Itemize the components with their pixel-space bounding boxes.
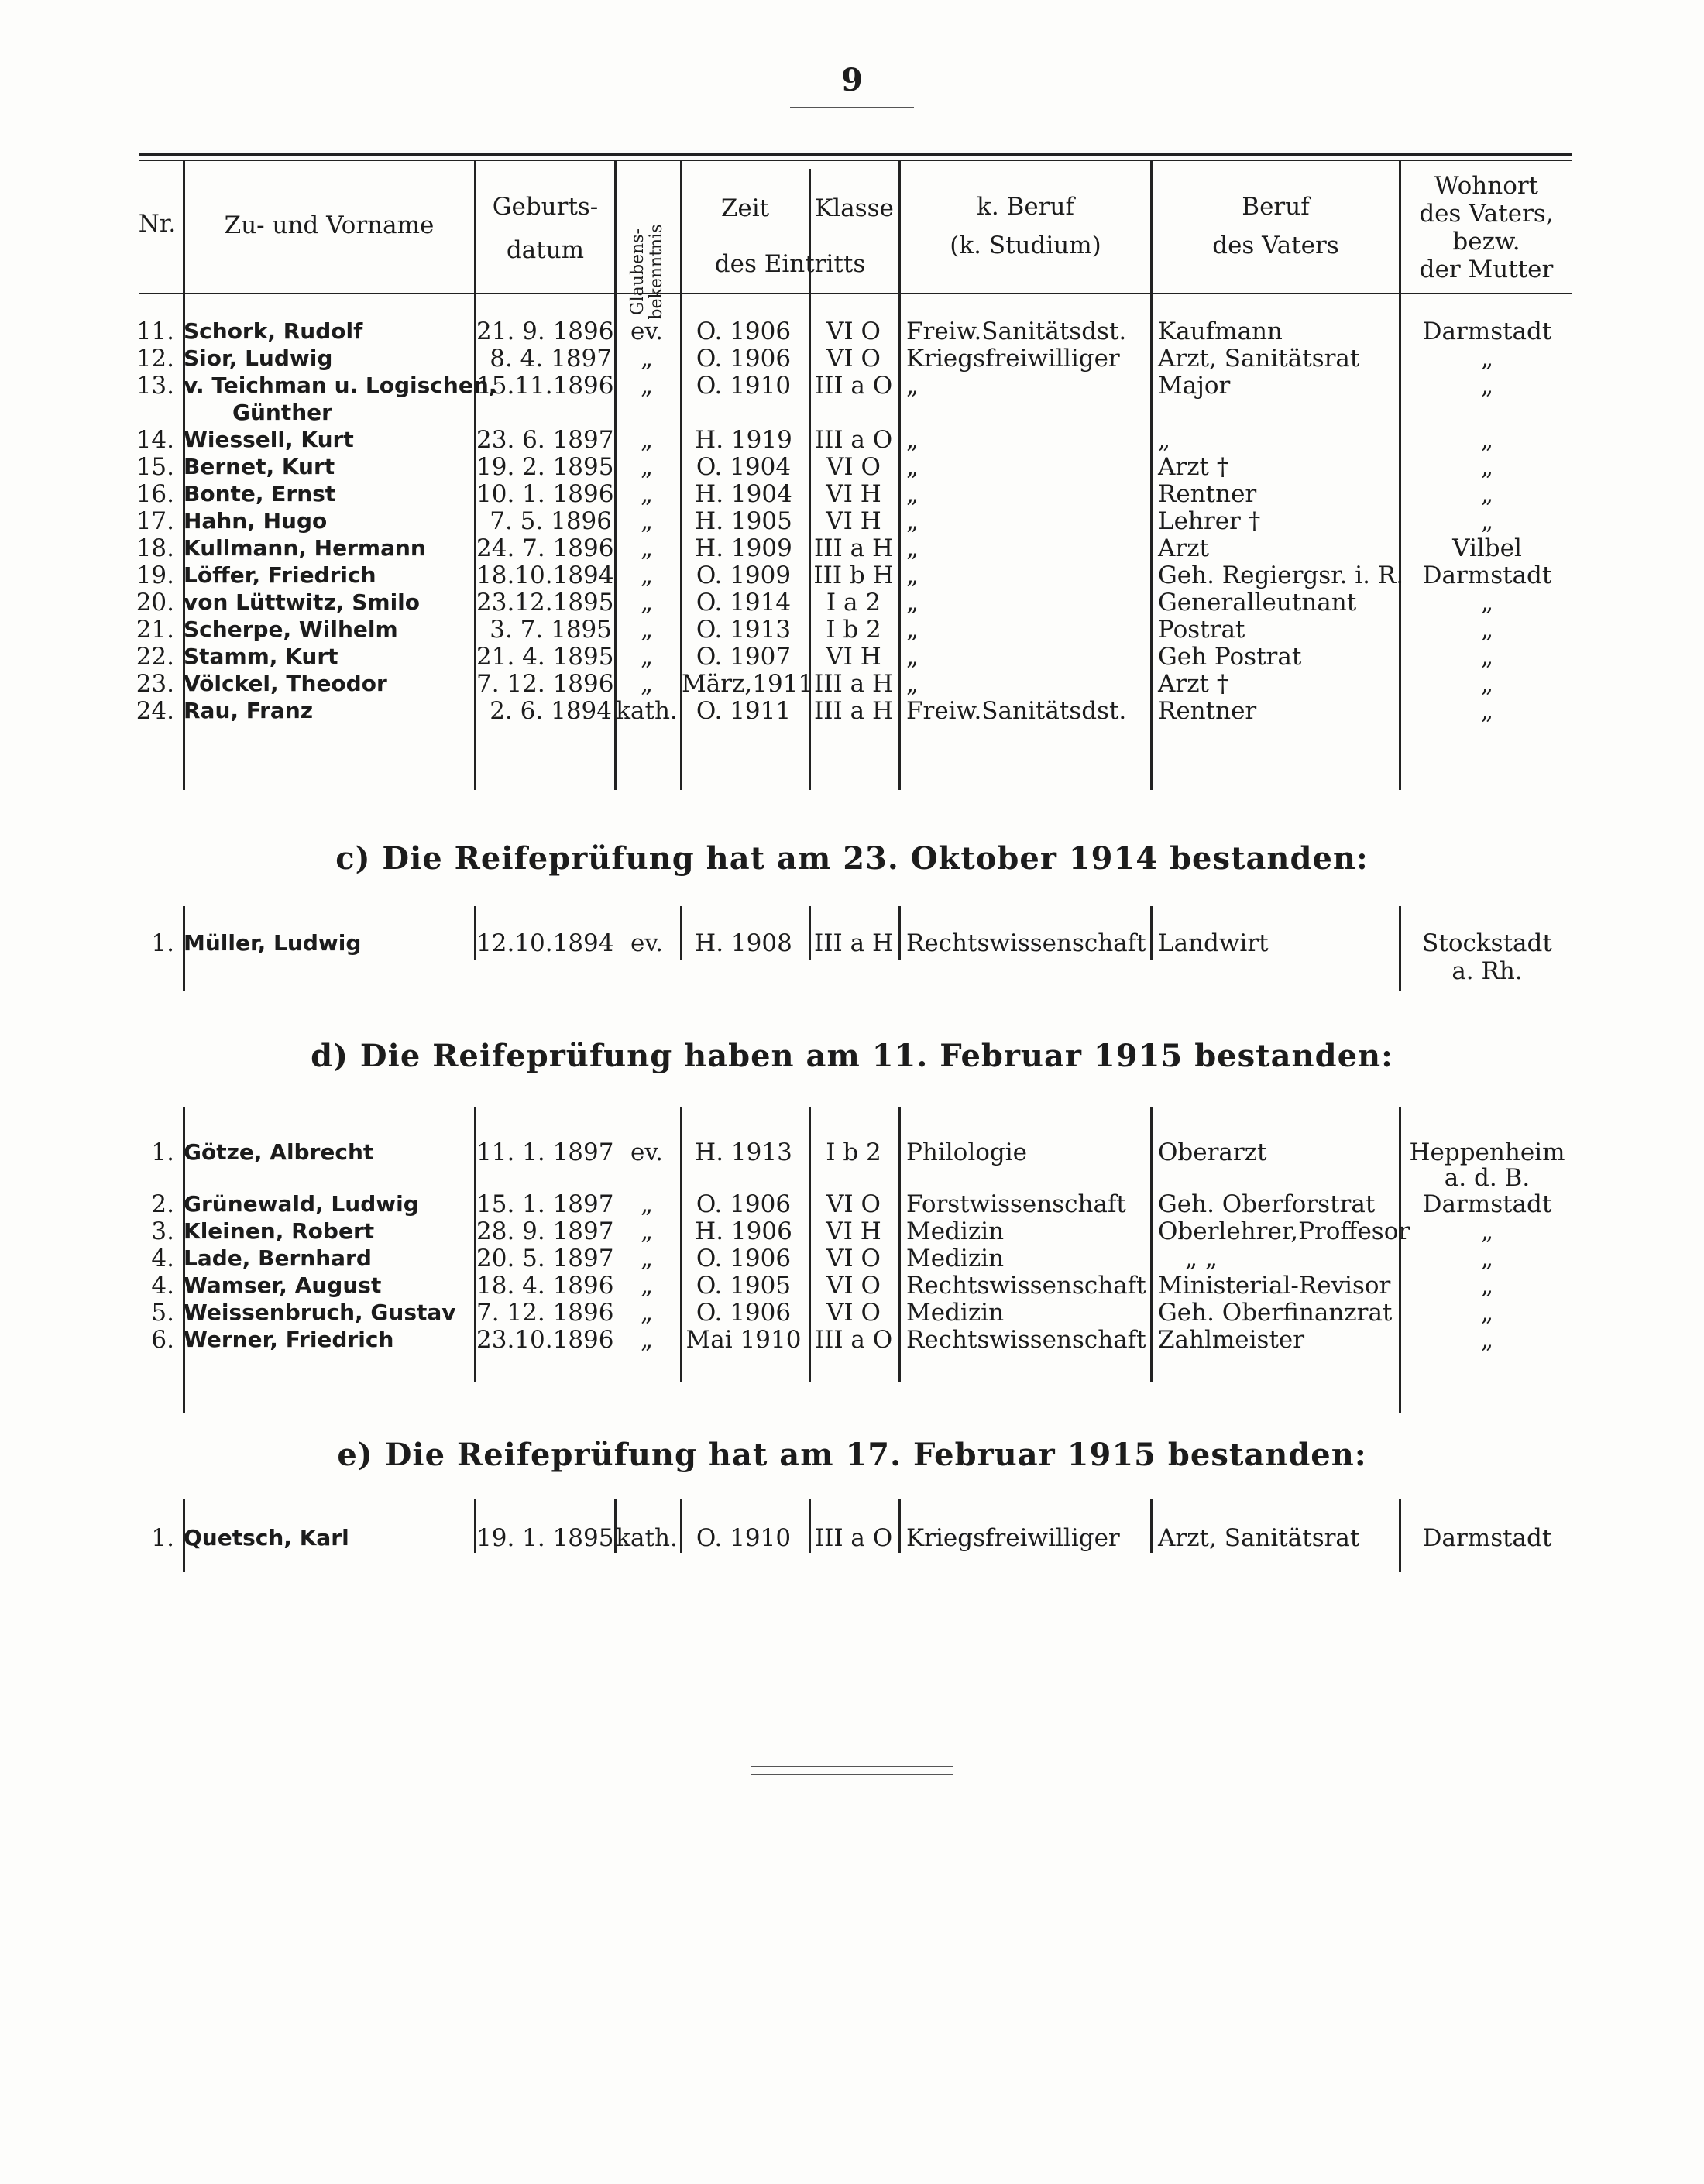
table-top-rule-thin — [139, 160, 1572, 161]
table-row: 13. v. Teichman u. Logischen, 15.11.1896 „ O. 1910 III a O „ Major „ — [136, 372, 1494, 400]
table-row-continuation: Günther — [232, 400, 332, 425]
header-name: Zu- und Vorname — [224, 211, 435, 239]
table-top-rule — [139, 153, 1572, 156]
header-nr: Nr. — [138, 210, 177, 238]
section-e-title: e) Die Reifeprüfung hat am 17. Februar 1915 bestanden: — [337, 1437, 1367, 1473]
section-d-title: d) Die Reifeprüfung haben am 11. Februar 1915 bestanden: — [311, 1038, 1393, 1074]
table-row: 12. Sior, Ludwig 8. 4. 1897 „ O. 1906 VI O Kriegsfreiwilliger Arzt, Sanitätsrat „ — [136, 345, 1494, 373]
header-zeit: Zeit — [720, 194, 770, 222]
header-wohnort: Wohnort des Vaters, bezw. der Mutter — [1419, 172, 1554, 283]
table-row: 1. Quetsch, Karl 19. 1. 1895 kath. O. 1910 III a O Kriegsfreiwilliger Arzt, Sanitätsrat Darmstadt — [151, 1524, 1552, 1552]
table-row: 23. Völckel, Theodor 7. 12. 1896 „ März,1911 III a H „ Arzt † „ — [136, 670, 1494, 698]
table-row: 19. Löffer, Friedrich 18.10.1894 „ O. 1909 III b H „ Geh. Regiergsr. i. R. Darmstadt — [136, 561, 1552, 589]
header-beruf: k. Beruf (k. Studium) — [950, 193, 1101, 259]
table-row: 15. Bernet, Kurt 19. 2. 1895 „ O. 1904 VI O „ Arzt † „ — [136, 453, 1494, 481]
table-row: 6. Werner, Friedrich 23.10.1896 „ Mai 1910 III a O Rechtswissenschaft Zahlmeister „ — [151, 1326, 1494, 1354]
table-row: 4. Lade, Bernhard 20. 5. 1897 „ O. 1906 VI O Medizin „ „ „ — [151, 1245, 1494, 1272]
table-row: 1. Götze, Albrecht 11. 1. 1897 ev. H. 1913 I b 2 Philologie Oberarzt Heppenheim — [151, 1138, 1565, 1166]
table-row: 24. Rau, Franz 2. 6. 1894 kath. O. 1911 III a H Freiw.Sanitätsdst. Rentner „ — [136, 697, 1494, 725]
end-rule — [751, 1774, 953, 1775]
page-number-rule — [790, 107, 914, 108]
table-row-continuation: a. Rh. — [1451, 957, 1523, 985]
end-rule — [751, 1766, 953, 1767]
section-c-title: c) Die Reifeprüfung hat am 23. Oktober 1914 bestanden: — [335, 840, 1369, 877]
table-row: 2. Grünewald, Ludwig 15. 1. 1897 „ O. 1906 VI O Forstwissenschaft Geh. Oberforstrat Darmstadt — [151, 1190, 1552, 1218]
header-geburtsdatum: Geburts- datum — [492, 193, 599, 264]
table-row: 20. von Lüttwitz, Smilo 23.12.1895 „ O. 1914 I a 2 „ Generalleutnant „ — [136, 589, 1494, 616]
table-row-continuation: a. d. B. — [1444, 1164, 1531, 1192]
table-row: 18. Kullmann, Hermann 24. 7. 1896 „ H. 1909 III a H „ Arzt Vilbel — [136, 534, 1522, 562]
header-klasse: Klasse — [815, 194, 894, 222]
table-row: 21. Scherpe, Wilhelm 3. 7. 1895 „ O. 1913 I b 2 „ Postrat „ — [136, 616, 1494, 644]
table-row: 17. Hahn, Hugo 7. 5. 1896 „ H. 1905 VI H „ Lehrer † „ — [136, 507, 1494, 535]
table-row: 14. Wiessell, Kurt 23. 6. 1897 „ H. 1919 III a O „ „ „ — [136, 426, 1494, 454]
header-beruf-vater: Beruf des Vaters — [1212, 193, 1339, 259]
table-row: 1. Müller, Ludwig 12.10.1894 ev. H. 1908 III a H Rechtswissenschaft Landwirt Stockstadt — [151, 929, 1552, 957]
table-row: 16. Bonte, Ernst 10. 1. 1896 „ H. 1904 VI H „ Rentner „ — [136, 480, 1494, 508]
page-number: 9 — [841, 62, 863, 98]
table-row: 4. Wamser, August 18. 4. 1896 „ O. 1905 VI O Rechtswissenschaft Ministerial-Revisor „ — [151, 1272, 1494, 1300]
table-row: 11. Schork, Rudolf 21. 9. 1896 ev. O. 1906 VI O Freiw.Sanitätsdst. Kaufmann Darmstadt — [136, 318, 1552, 345]
header-bottom-rule — [139, 293, 1572, 294]
header-des-eintritts: des Eintritts — [714, 250, 866, 278]
table-row: 22. Stamm, Kurt 21. 4. 1895 „ O. 1907 VI H „ Geh Postrat „ — [136, 643, 1494, 671]
table-row: 3. Kleinen, Robert 28. 9. 1897 „ H. 1906 VI H Medizin Oberlehrer,Proffesor „ — [151, 1217, 1494, 1245]
table-row: 5. Weissenbruch, Gustav 7. 12. 1896 „ O. 1906 VI O Medizin Geh. Oberfinanzrat „ — [151, 1299, 1494, 1327]
header-glaubensbekenntnis: Glaubens- bekenntnis — [628, 224, 666, 320]
